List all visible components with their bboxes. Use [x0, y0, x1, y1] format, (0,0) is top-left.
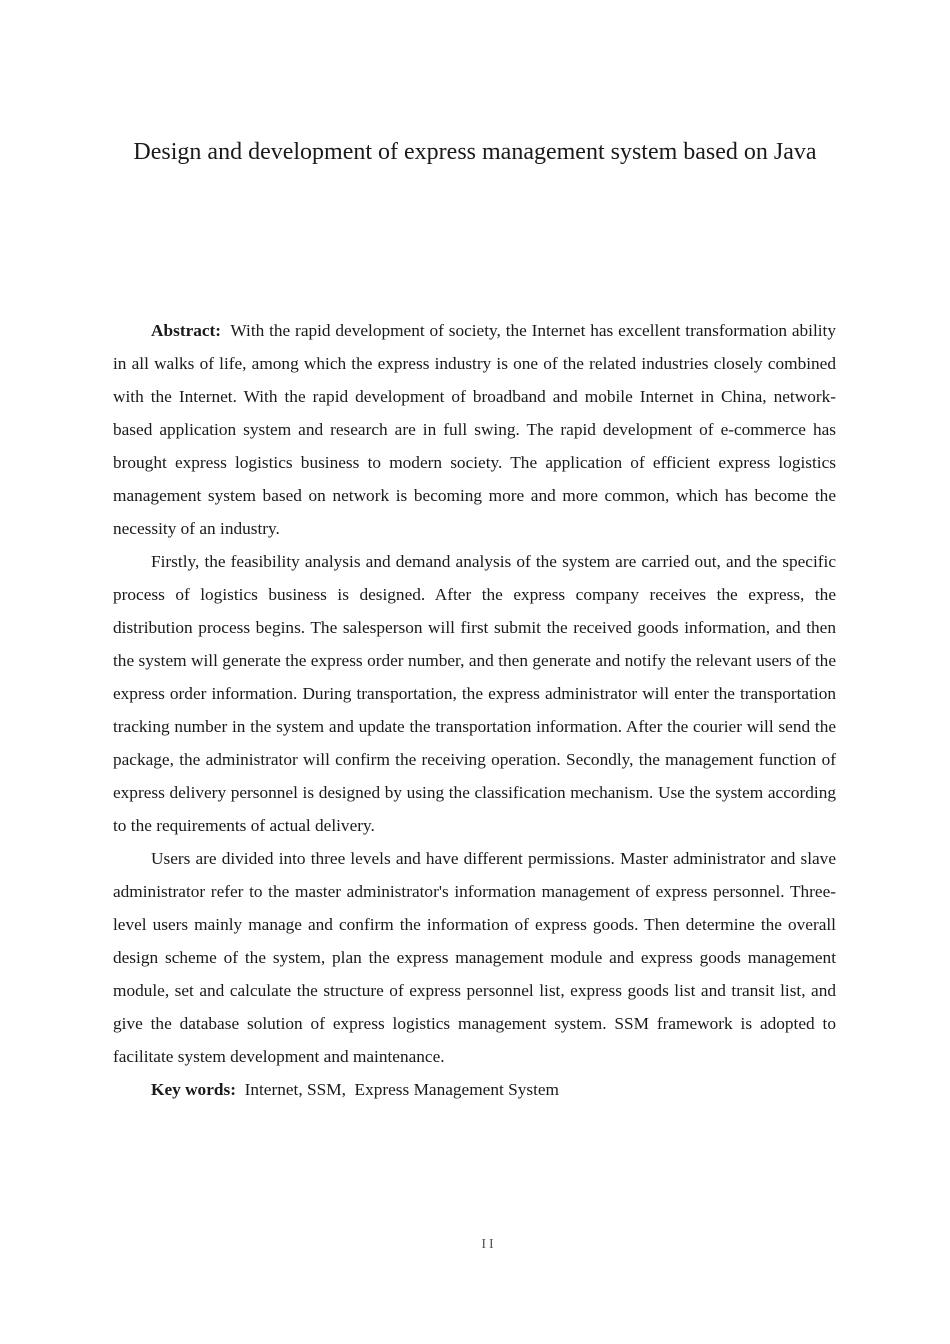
- abstract-paragraph-2: Firstly, the feasibility analysis and demand analysis of the system are carried out, and the specific process of logistics business is designed. After the express company receives the express, the distribution process begins. The salesperson will first submit the received goods information, and then the system will generate the express order number, and then generate and notify the relevant users of the express order information. During transportation, the express administrator will enter the transportation tracking number in the system and update the transportation information. After the courier will send the package, the administrator will confirm the receiving operation. Secondly, the management function of express delivery personnel is designed by using the classification mechanism. Use the system according to the requirements of actual delivery.: [113, 552, 836, 835]
- page-number: II: [481, 1237, 497, 1252]
- keywords-label: Key words:: [151, 1080, 236, 1099]
- abstract-section: [113, 314, 836, 1106]
- abstract-paragraph-3: Users are divided into three levels and have different permissions. Master administrator and slave administrator refer to the master administrator's information management of express personnel. Three-level users mainly manage and confirm the information of express goods. Then determine the overall design scheme of the system, plan the express management module and express goods management module, set and calculate the structure of express personnel list, express goods list and transit list, and give the database solution of express logistics management system. SSM framework is adopted to facilitate system development and maintenance.: [113, 849, 836, 1066]
- abstract-label: Abstract:: [151, 321, 222, 340]
- abstract-paragraph-1: [113, 314, 836, 545]
- paper-title: Design and development of express management system based on Java: [133, 139, 817, 165]
- abstract-paragraph-1-text: With the rapid development of society, the Internet has excellent transformation ability in all walks of life, among which the express industry is one of the related industries closely combined with the Internet. With the rapid development of broadband and mobile Internet in China, network-based application system and research are in full swing. The rapid development of e-commerce has brought express logistics business to modern society. The application of efficient express logistics management system based on network is becoming more and more common, which has become the necessity of an industry.: [113, 321, 836, 538]
- keywords-value: Internet, SSM, Express Management System: [244, 1080, 559, 1099]
- keywords-line: [113, 1073, 836, 1106]
